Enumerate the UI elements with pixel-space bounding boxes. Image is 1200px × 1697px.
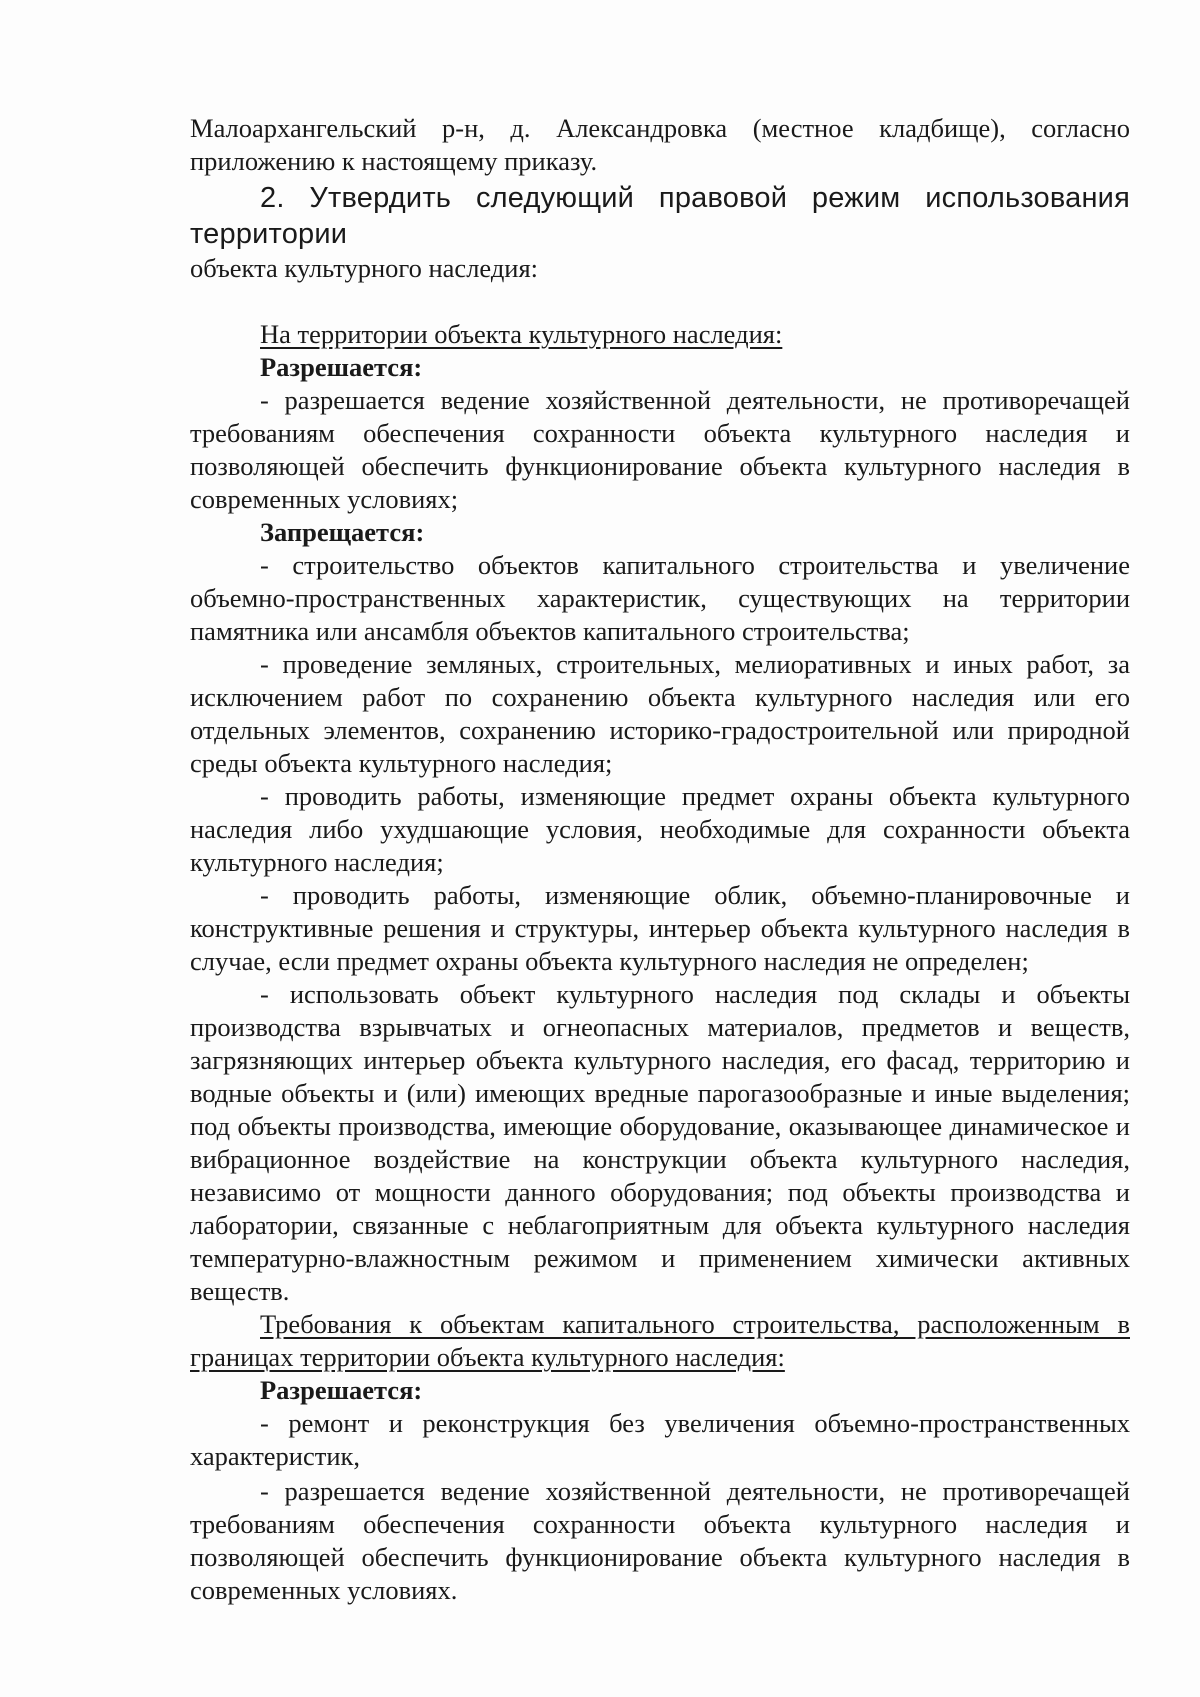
- section1-forbidden-item: - строительство объектов капитального строительства и увеличение объемно-пространственных характеристик, существующих на территории памятника или ансамбля объектов капитального строительства;: [190, 550, 1130, 646]
- section1-heading: На территории объекта культурного наследия:: [260, 319, 783, 349]
- section1-forbidden-item: - проводить работы, изменяющие предмет охраны объекта культурного наследия либо ухудшающие условия, необходимые для сохранности объекта культурного наследия;: [190, 781, 1130, 877]
- section1-forbidden-item: - использовать объект культурного наследия под склады и объекты производства взрывчатых и огнеопасных материалов, предметов и веществ, загрязняющих интерьер объекта культурного наследия, его фасад, территорию и водные объекты и (или) имеющих вредные парогазообразные и иные выделения; под объекты производства, имеющие оборудование, оказывающее динамическое и вибрационное воздействие на конструкции объекта культурного наследия, независимо от мощности данного оборудования; под объекты производства и лаборатории, связанные с неблагоприятным для объекта культурного наследия температурно-влажностным режимом и применением химически активных веществ.: [190, 979, 1130, 1306]
- item-2-paragraph: 2. Утвердить следующий правовой режим использования территории: [190, 182, 1130, 250]
- spacer: [190, 285, 1130, 318]
- section2-allowed-item: - разрешается ведение хозяйственной деятельности, не противоречащей требованиям обеспечения сохранности объекта культурного наследия и позволяющей обеспечить функционирование объекта культурного наследия в современных условиях.: [190, 1476, 1130, 1605]
- item-2-continuation: объекта культурного наследия:: [190, 253, 539, 283]
- section1-forbidden-label: Запрещается:: [260, 517, 425, 547]
- section1-forbidden-item: - проведение земляных, строительных, мелиоративных и иных работ, за исключением работ по сохранению объекта культурного наследия или его отдельных элементов, сохранению историко-градостроительной или природной среды объекта культурного наследия;: [190, 649, 1130, 778]
- document-body: [190, 112, 1130, 1607]
- section2-heading: Требования к объектам капитального строительства, расположенным в границах территории объекта культурного наследия:: [190, 1309, 1130, 1372]
- section2-allowed-label: Разрешается:: [260, 1375, 423, 1405]
- section1-allowed-label: Разрешается:: [260, 352, 423, 382]
- section1-allowed-item: - разрешается ведение хозяйственной деятельности, не противоречащей требованиям обеспечения сохранности объекта культурного наследия и позволяющей обеспечить функционирование объекта культурного наследия в современных условиях;: [190, 385, 1130, 514]
- intro-paragraph: Малоархангельский р-н, д. Александровка (местное кладбище), согласно приложению к настоящему приказу.: [190, 113, 1130, 176]
- section1-forbidden-item: - проводить работы, изменяющие облик, объемно-планировочные и конструктивные решения и структуры, интерьер объекта культурного наследия в случае, если предмет охраны объекта культурного наследия не определен;: [190, 880, 1130, 976]
- section2-allowed-item: - ремонт и реконструкция без увеличения объемно-пространственных характеристик,: [190, 1408, 1130, 1471]
